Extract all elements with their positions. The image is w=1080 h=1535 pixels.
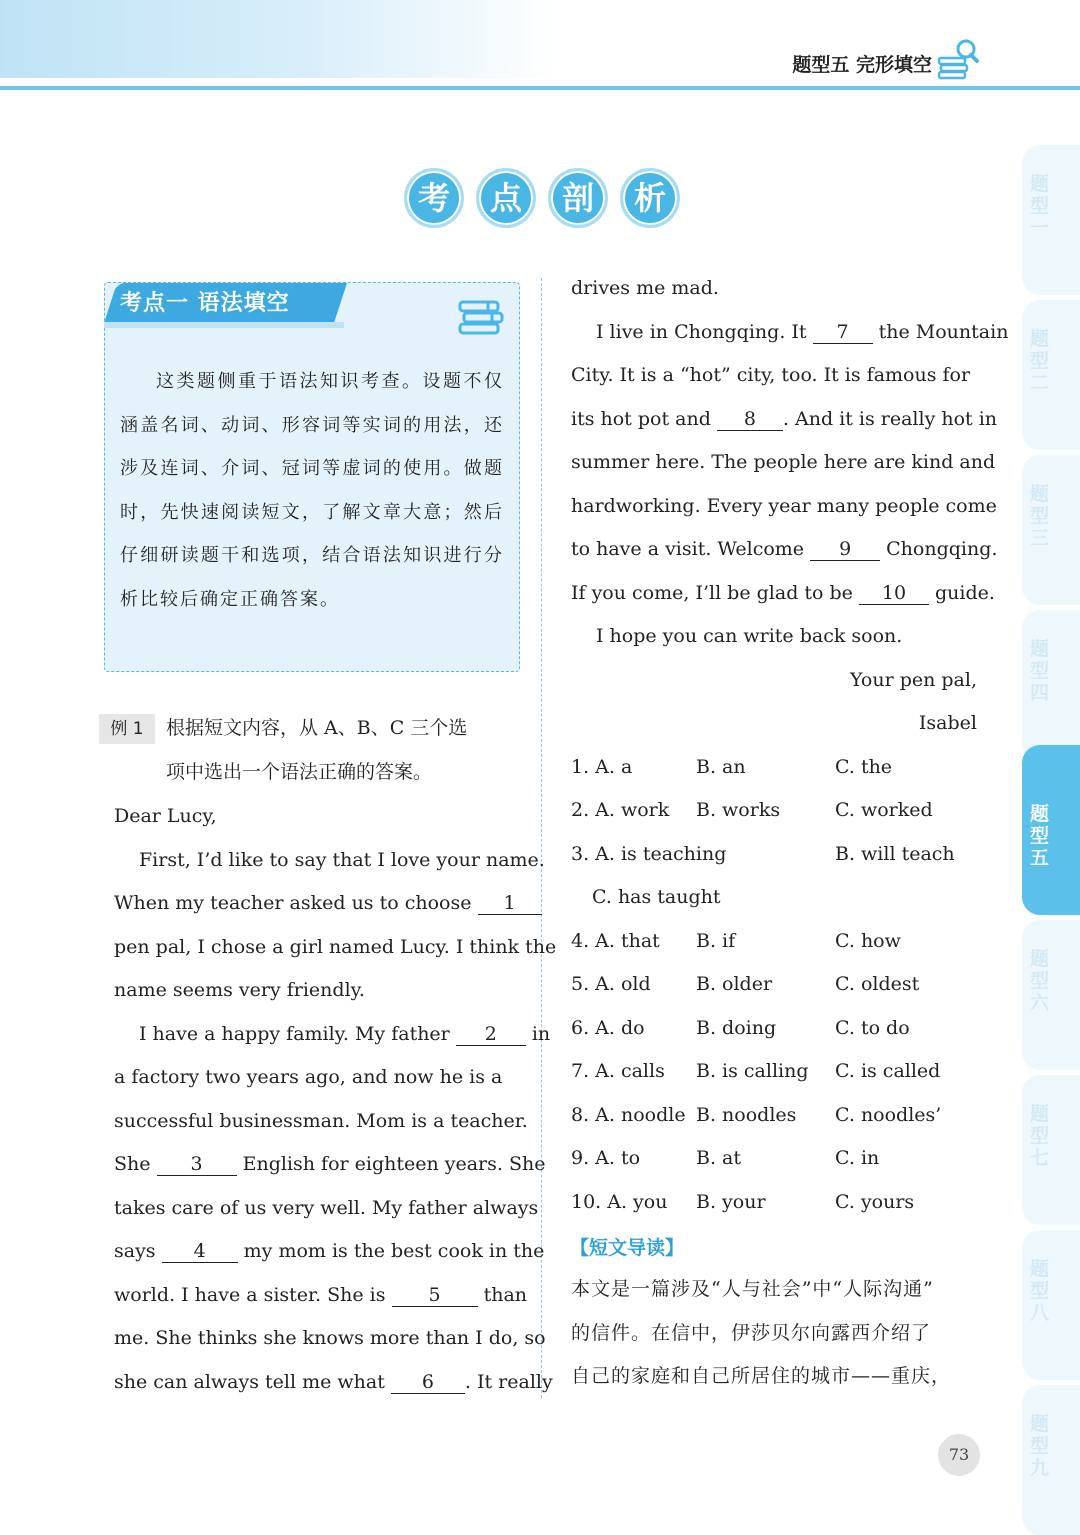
book-magnifier-icon [936, 36, 980, 80]
page-number: 73 [938, 1434, 980, 1476]
letter-line: name seems very friendly. [114, 979, 365, 1001]
option-c: C. to do [835, 1017, 910, 1039]
option-c: C. worked [835, 799, 933, 821]
tab-type-2[interactable]: 题型二 [1022, 300, 1080, 450]
option-a: 2. A. work [571, 799, 670, 821]
option-c: C. is called [835, 1060, 941, 1082]
letter-line: says 4 my mom is the best cook in the [114, 1240, 545, 1262]
tab-type-1[interactable]: 题型一 [1022, 145, 1080, 295]
banner-char: 剖 [548, 168, 608, 228]
option-c: C. noodles’ [835, 1104, 942, 1126]
blank-1[interactable]: 1 [478, 892, 542, 915]
option-a: 1. A. a [571, 756, 633, 778]
option-b: B. works [696, 799, 781, 821]
option-c: C. yours [835, 1191, 915, 1213]
letter-signature: Isabel [918, 712, 977, 734]
daodu-line: 自己的家庭和自己所居住的城市——重庆， [571, 1365, 952, 1387]
option-a: 6. A. do [571, 1017, 645, 1039]
option-a: 4. A. that [571, 930, 660, 952]
kaodian-body: 这类题侧重于语法知识考查。设题不仅涵盖名词、动词、形容词等实词的用法，还涉及连词、介词、冠词等虚词的使用。做题时，先快速阅读短文，了解文章大意；然后仔细研读题干和选项，结合语法知识进行分析比较后确定正确答案。 [120, 371, 504, 610]
option-a: 3. A. is teaching [571, 843, 727, 865]
option-b: B. older [696, 973, 773, 995]
blank-9[interactable]: 9 [810, 538, 880, 561]
letter-line: hardworking. Every year many people come [571, 495, 997, 517]
option-b: B. will teach [835, 843, 955, 865]
option-c: C. oldest [835, 973, 920, 995]
tab-type-9[interactable]: 题型九 [1022, 1385, 1080, 1535]
option-a: 9. A. to [571, 1147, 641, 1169]
example-tag: 例 1 [99, 714, 155, 744]
letter-line: a factory two years ago, and now he is a [114, 1066, 503, 1088]
blank-4[interactable]: 4 [162, 1240, 238, 1263]
letter-line: successful businessman. Mom is a teacher. [114, 1110, 528, 1132]
blank-5[interactable]: 5 [392, 1284, 478, 1307]
example-instruction: 项中选出一个语法正确的答案。 [166, 761, 433, 783]
letter-line: I have a happy family. My father 2 in [139, 1023, 551, 1045]
letter-line: drives me mad. [571, 277, 719, 299]
letter-line: She 3 English for eighteen years. She [114, 1153, 546, 1175]
option-a: 7. A. calls [571, 1060, 665, 1082]
section-banner [404, 168, 680, 228]
daodu-line: 本文是一篇涉及“人与社会”中“人际沟通” [571, 1278, 934, 1300]
example-instruction: 根据短文内容，从 A、B、C 三个选 [166, 717, 468, 739]
daodu-line: 的信件。在信中，伊莎贝尔向露西介绍了 [571, 1322, 932, 1344]
letter-line: I hope you can write back soon. [596, 625, 903, 647]
header-rule [0, 86, 1080, 90]
blank-3[interactable]: 3 [157, 1153, 237, 1176]
option-c: C. in [835, 1147, 880, 1169]
letter-line: I live in Chongqing. It 7 the Mountain [596, 321, 1009, 343]
letter-line: summer here. The people here are kind and [571, 451, 996, 473]
tab-type-8[interactable]: 题型八 [1022, 1230, 1080, 1380]
letter-line: If you come, I’ll be glad to be 10 guide. [571, 582, 995, 604]
tab-type-5[interactable]: 题型五 [1022, 745, 1080, 915]
option-b: B. your [696, 1191, 766, 1213]
letter-line: First, I’d like to say that I love your name. [139, 849, 545, 871]
kaodian-title: 考点一 语法填空 [120, 291, 290, 316]
blank-6[interactable]: 6 [391, 1371, 465, 1394]
option-a: 10. A. you [571, 1191, 668, 1213]
blank-7[interactable]: 7 [813, 321, 873, 344]
letter-line: When my teacher asked us to choose 1 [114, 889, 542, 917]
letter-line: to have a visit. Welcome 9 Chongqing. [571, 538, 998, 560]
option-c: C. how [835, 930, 901, 952]
blank-2[interactable]: 2 [456, 1023, 526, 1046]
option-b: B. an [696, 756, 746, 778]
header-gradient [0, 0, 560, 78]
letter-signoff: Your pen pal, [850, 669, 977, 691]
option-c: C. the [835, 756, 893, 778]
option-b: B. is calling [696, 1060, 809, 1082]
books-stack-icon [456, 298, 506, 338]
letter-line: world. I have a sister. She is 5 than [114, 1284, 528, 1306]
letter-line: City. It is a “hot” city, too. It is famous for [571, 364, 971, 386]
option-c: C. has taught [592, 886, 721, 908]
tab-type-6[interactable]: 题型六 [1022, 920, 1080, 1070]
blank-10[interactable]: 10 [859, 582, 929, 605]
letter-line: pen pal, I chose a girl named Lucy. I think the [114, 936, 557, 958]
tab-type-3[interactable]: 题型三 [1022, 455, 1080, 605]
running-header-title: 题型五 完形填空 [792, 54, 932, 76]
option-a: 8. A. noodle [571, 1104, 686, 1126]
blank-8[interactable]: 8 [717, 408, 783, 431]
option-b: B. at [696, 1147, 742, 1169]
letter-line: me. She thinks she knows more than I do, so [114, 1327, 546, 1349]
banner-char: 析 [620, 168, 680, 228]
option-b: B. noodles [696, 1104, 797, 1126]
letter-line: takes care of us very well. My father always [114, 1197, 539, 1219]
letter-line: she can always tell me what 6 . It really [114, 1371, 553, 1393]
column-divider [541, 278, 542, 1398]
letter-line: Dear Lucy, [114, 805, 217, 827]
tab-type-4[interactable]: 题型四 [1022, 610, 1080, 760]
banner-char: 点 [476, 168, 536, 228]
daodu-title: 【短文导读】 [570, 1237, 685, 1259]
letter-line: its hot pot and 8 . And it is really hot in [571, 408, 998, 430]
option-b: B. if [696, 930, 736, 952]
option-b: B. doing [696, 1017, 777, 1039]
option-a: 5. A. old [571, 973, 651, 995]
tab-type-7[interactable]: 题型七 [1022, 1075, 1080, 1225]
banner-char: 考 [404, 168, 464, 228]
